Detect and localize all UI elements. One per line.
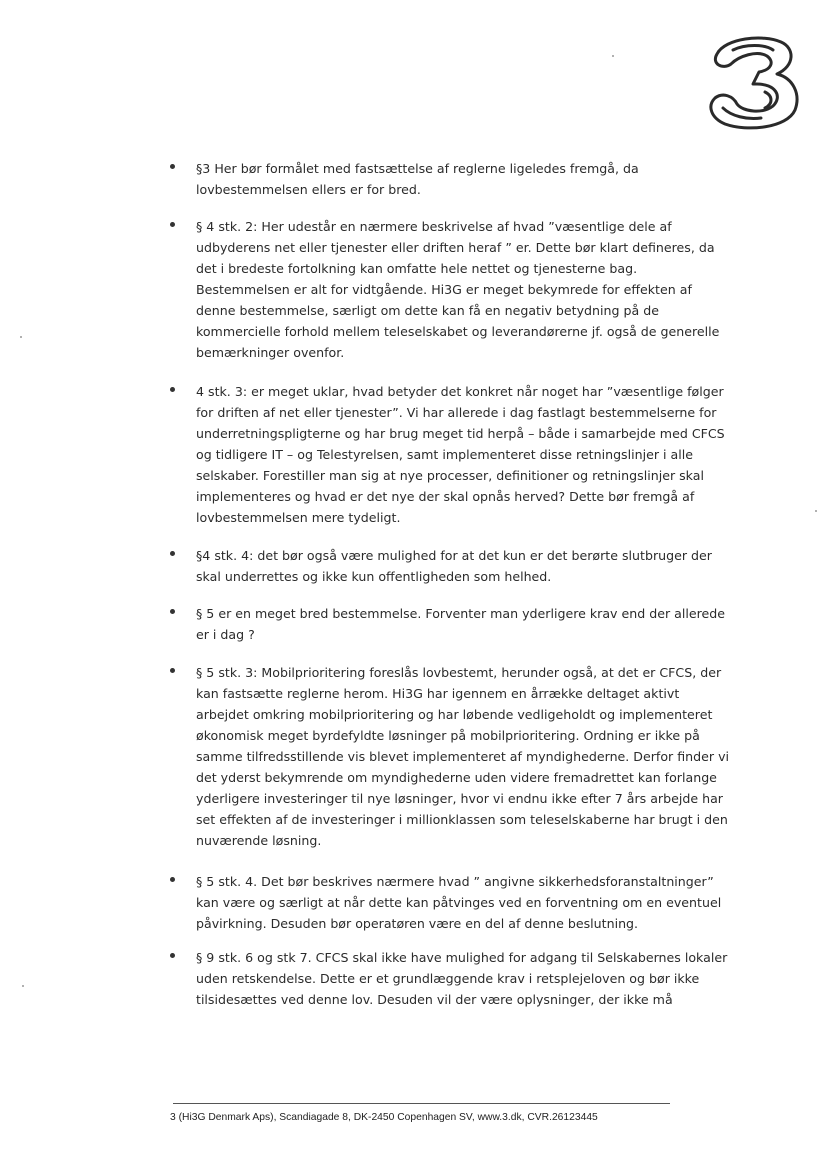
bullet-text-line: kan fastsætte reglerne herom. Hi3G har igennem en årrække deltaget aktivt (196, 686, 680, 701)
bullet-text-line: § 5 stk. 4. Det bør beskrives nærmere hvad ” angivne sikkerhedsforanstaltninger” (196, 874, 714, 889)
bullet-item (196, 603, 726, 645)
bullet-text-line: yderligere investeringer til nye løsninger, hvor vi endnu ikke efter 7 års arbejde har (196, 791, 723, 806)
footer-divider (173, 1103, 670, 1104)
bullet-dot-icon (170, 668, 175, 673)
bullet-dot-icon (170, 222, 175, 227)
bullet-dot-icon (170, 387, 175, 392)
scan-speck (612, 55, 614, 57)
bullet-text-line: § 5 stk. 3: Mobilprioritering foreslås lovbestemt, herunder også, at det er CFCS, der (196, 665, 722, 680)
bullet-dot-icon (170, 953, 175, 958)
bullet-item (196, 216, 726, 363)
bullet-text-line: tilsidesættes ved denne lov. Desuden vil der være oplysninger, der ikke må (196, 992, 673, 1007)
bullet-text-line: denne bestemmelse, særligt om dette kan få en negativ betydning på de (196, 303, 659, 318)
bullet-text-line: selskaber. Forestiller man sig at nye processer, definitioner og retningslinjer skal (196, 468, 704, 483)
bullet-text-line: kan være og særligt at når dette kan påtvinges ved en forventning om en eventuel (196, 895, 722, 910)
bullet-text-line: underretningspligterne og har brug meget tid herpå – både i samarbejde med CFCS (196, 426, 725, 441)
footer-text: 3 (Hi3G Denmark Aps), Scandiagade 8, DK-2450 Copenhagen SV, www.3.dk, CVR.26123445 (170, 1112, 598, 1123)
bullet-dot-icon (170, 164, 175, 169)
bullet-item (196, 947, 726, 1010)
bullet-text-line: det i bredeste fortolkning kan omfatte hele nettet og tjenesterne bag. (196, 261, 638, 276)
bullet-text-line: uden retskendelse. Dette er et grundlæggende krav i retsplejeloven og bør ikke (196, 971, 700, 986)
scan-speck (815, 510, 817, 512)
scan-speck (22, 985, 24, 987)
bullet-text-line: arbejdet omkring mobilprioritering og har løbende vedligeholdt og implementeret (196, 707, 713, 722)
bullet-dot-icon (170, 877, 175, 882)
bullet-text-line: påvirkning. Desuden bør operatøren være en del af denne beslutning. (196, 916, 639, 931)
bullet-text-line: implementeres og hvad er det nye der skal opnås herved? Dette bør fremgå af (196, 489, 695, 504)
bullet-dot-icon (170, 551, 175, 556)
bullet-text-line: §4 stk. 4: det bør også være mulighed for at det kun er det berørte slutbruger der (196, 548, 712, 563)
bullet-dot-icon (170, 609, 175, 614)
bullet-text-line: § 9 stk. 6 og stk 7. CFCS skal ikke have mulighed for adgang til Selskabernes lokaler (196, 950, 728, 965)
bullet-text-line: økonomisk meget byrdefyldte løsninger på mobilprioritering. Ordning er ikke på (196, 728, 700, 743)
bullet-item (196, 545, 726, 587)
bullet-text-line: §3 Her bør formålet med fastsættelse af reglerne ligeledes fremgå, da (196, 161, 639, 176)
bullet-text-line: udbyderens net eller tjenester eller driften heraf ” er. Dette bør klart defineres, da (196, 240, 715, 255)
bullet-item (196, 662, 730, 851)
bullet-text-line: Bestemmelsen er alt for vidtgående. Hi3G er meget bekymrede for effekten af (196, 282, 692, 297)
scan-speck (20, 336, 22, 338)
bullet-text-line: set effekten af de investeringer i millionklassen som teleselskaberne har brugt i den (196, 812, 728, 827)
bullet-text-line: lovbestemmelsen mere tydeligt. (196, 510, 401, 525)
bullet-text-line: 4 stk. 3: er meget uklar, hvad betyder det konkret når noget har ”væsentlige følger (196, 384, 724, 399)
bullet-text-line: nuværende løsning. (196, 833, 322, 848)
bullet-text-line: og tidligere IT – og Telestyrelsen, samt implementeret disse retningslinjer i alle (196, 447, 693, 462)
bullet-text-line: kommercielle forhold mellem teleselskabet og leverandørerne jf. også de generelle (196, 324, 720, 339)
bullet-text-line: § 5 er en meget bred bestemmelse. Forventer man yderligere krav end der allerede (196, 606, 726, 621)
bullet-item (196, 158, 726, 200)
bullet-text-line: bemærkninger ovenfor. (196, 345, 345, 360)
bullet-text-line: skal underrettes og ikke kun offentligheden som helhed. (196, 569, 552, 584)
bullet-text-line: § 4 stk. 2: Her udestår en nærmere beskrivelse af hvad ”væsentlige dele af (196, 219, 672, 234)
bullet-text-line: samme tilfredsstillende vis blevet implementeret af myndighederne. Derfor finder vi (196, 749, 730, 764)
bullet-text-line: for driften af net eller tjenester”. Vi har allerede i dag fastlagt bestemmelserne for (196, 405, 717, 420)
bullet-item (196, 381, 726, 528)
bullet-text-line: det yderst bekymrende om myndighederne uden videre fremadrettet kan forlange (196, 770, 717, 785)
bullet-text-line: er i dag ? (196, 627, 255, 642)
bullet-text-line: lovbestemmelsen ellers er for bred. (196, 182, 421, 197)
bullet-item (196, 871, 726, 934)
